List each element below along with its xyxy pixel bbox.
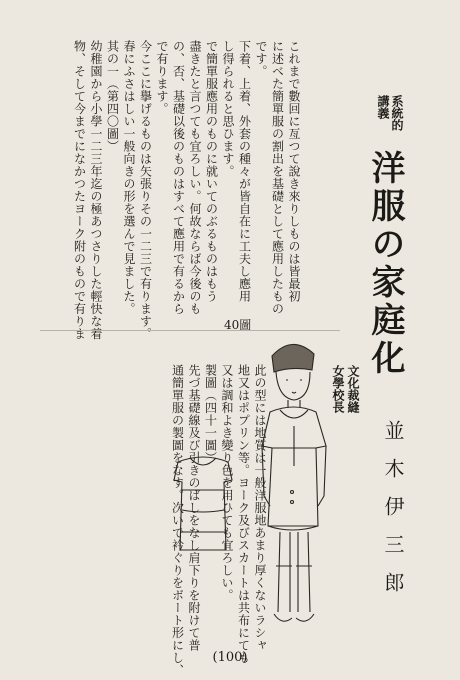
author-name: 並木伊三郎	[381, 420, 405, 610]
top-line: の、否、基礎以後のものはすべて應用で有るから	[171, 40, 186, 315]
author-affiliation	[330, 365, 360, 413]
top-line: 盡きたと言つても宜ろしい。何故ならば今後のも	[188, 40, 202, 315]
page-number: (100)	[212, 650, 248, 665]
top-line: で有ります。	[155, 40, 169, 115]
top-line: に述べた簡單服の割出を基礎として應用したもの	[270, 40, 285, 315]
bottom-line: 通簡單服の製圖をなす。次いで衿ぐりをボート形にし、	[170, 364, 185, 677]
top-line: 物、そして今までになかつたヨーク附のもので有りま	[72, 40, 87, 340]
top-line: 其の一（第四〇圖）	[105, 40, 120, 153]
bottom-line: 此の型には地質は一般洋服地あまり厚くないラシャ	[253, 364, 267, 652]
top-line: 幼稚園から小學一二三年迄の極あつさりした輕快な着	[89, 40, 103, 340]
article-title: 洋服の家庭化	[365, 150, 405, 378]
bottom-line: 製圖（四十一圖）	[203, 364, 218, 464]
top-line: で簡單服應用のものに就いてのぶるものはもう	[204, 40, 219, 303]
affiliation-line-1: 文化裁縫	[346, 365, 360, 413]
series-label	[376, 95, 404, 131]
figure-label: 40圖	[224, 318, 252, 332]
affiliation-line-2: 女學校長	[331, 365, 345, 413]
child-in-yoke-dress-illustration-icon	[252, 336, 332, 636]
bottom-line: 地又はポプリン等。ヨーク及びスカートは共布にても	[236, 364, 251, 664]
series-line-2: 講義	[376, 95, 390, 119]
series-line-1: 系統的	[390, 95, 404, 131]
top-line: これまで數回に亙つて說き來りしものは皆最初	[287, 40, 301, 303]
top-line: 春にふさはしい一般向きの形を選んで見ました。	[122, 40, 136, 315]
top-line: です。	[254, 40, 268, 78]
section-divider	[40, 330, 340, 331]
top-line: 今ここに擧げるものは矢張りその一二三で有ります。	[138, 40, 153, 340]
flat-yoke-dress-illustration-icon	[168, 450, 238, 558]
bottom-line: 又は調和よき變り色を用ひても宜ろしい。	[220, 364, 234, 602]
bottom-line: 先づ基礎線及び引きのばしをなし肩下りを附けて普	[187, 364, 201, 652]
top-line: し得られると思ひます。	[221, 40, 235, 178]
top-line: 下着、上着、外套の種々が皆自在に工夫し應用	[237, 40, 252, 303]
